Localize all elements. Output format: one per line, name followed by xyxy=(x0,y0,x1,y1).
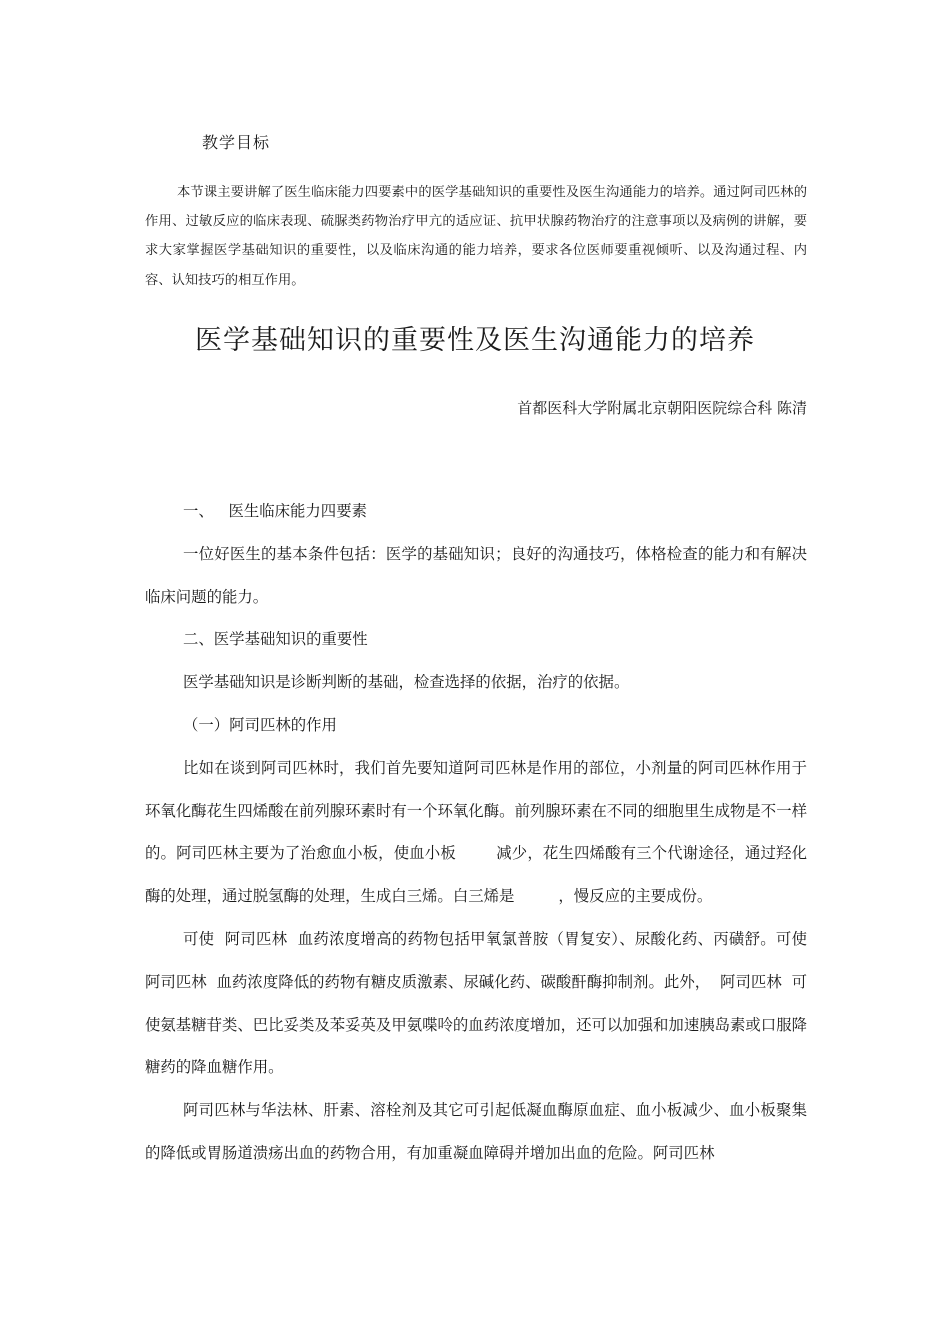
paragraph: 比如在谈到阿司匹林时，我们首先要知道阿司匹林是作用的部位，小剂量的阿司匹林作用于环氧化酶花生四烯酸在前列腺环素时有一个环氧化酶。前列腺环素在不同的细胞里生成物是不一样的。阿司匹林主要为了治愈血小板，使血小板 减少，花生四烯酸有三个代谢途径，通过羟化酶的处理，通过脱氢酶的处理，生成白三烯。白三烯是 ，慢反应的主要成份。 xyxy=(145,758,807,906)
document-body xyxy=(145,490,817,1175)
section-heading-2: 二、医学基础知识的重要性 xyxy=(183,630,368,649)
objective-heading: 教学目标 xyxy=(202,133,271,152)
paragraph: 阿司匹林与华法林、肝素、溶栓剂及其它可引起低凝血酶原血症、血小板减少、血小板聚集的降低或胃肠道溃疡出血的药物合用，有加重凝血障碍并增加出血的危险。阿司匹林 xyxy=(145,1101,807,1162)
paragraph: 一位好医生的基本条件包括：医学的基础知识；良好的沟通技巧，体格检查的能力和有解决临床问题的能力。 xyxy=(145,544,807,606)
paragraph: 医学基础知识是诊断判断的基础，检查选择的依据，治疗的依据。 xyxy=(183,673,630,692)
subsection-heading: （一）阿司匹林的作用 xyxy=(183,715,337,734)
section-heading-1: 一、 医生临床能力四要素 xyxy=(183,502,367,520)
objective-text: 本节课主要讲解了医生临床能力四要素中的医学基础知识的重要性及医生沟通能力的培养。通过阿司匹林的作用、过敏反应的临床表现、硫脲类药物治疗甲亢的适应证、抗甲状腺药物治疗的注意事项以及病例的讲解，要求大家掌握医学基础知识的重要性，以及临床沟通的能力培养，要求各位医师要重视倾听、以及沟通过程、内容、认知技巧的相互作用。 xyxy=(145,185,807,288)
document-title: 医学基础知识的重要性及医生沟通能力的培养 xyxy=(195,325,755,356)
paragraph: 可使 阿司匹林 血药浓度增高的药物包括甲氧氯普胺（胃复安）、尿酸化药、丙磺舒。可使 阿司匹林 血药浓度降低的药物有糖皮质激素、尿碱化药、碳酸酐酶抑制剂。此外， 阿司匹林 可使氨基糖苷类、巴比妥类及苯妥英及甲氨喋呤的血药浓度增加，还可以加强和加速胰岛素或口服降糖药的降血糖作用。 xyxy=(145,929,817,1077)
author-line: 首都医科大学附属北京朝阳医院综合科 陈清 xyxy=(517,399,807,417)
